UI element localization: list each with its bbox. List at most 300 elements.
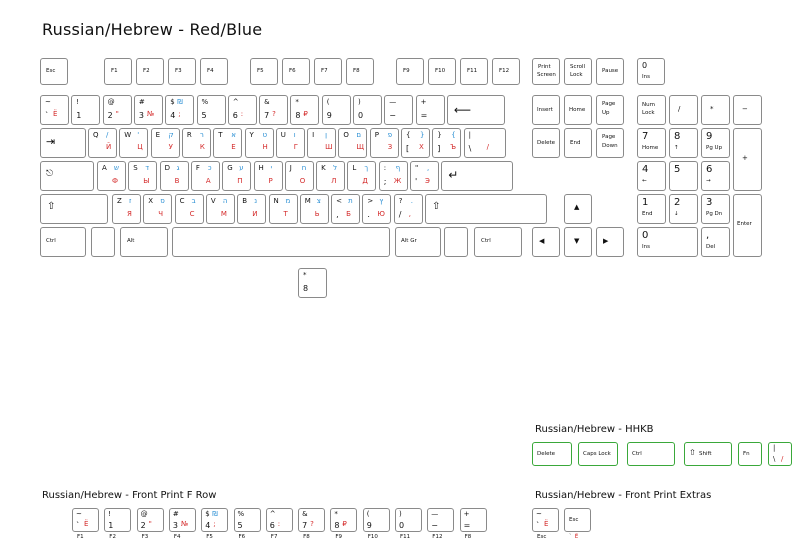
key-f9[interactable] — [396, 58, 424, 85]
key-legend: > — [367, 197, 374, 205]
key-legend: В — [174, 177, 180, 185]
key-legend: % — [201, 98, 209, 106]
key-numpad-n2[interactable] — [669, 194, 698, 224]
key-legend: D — [164, 164, 170, 172]
key-right-ctrl[interactable] — [474, 227, 522, 257]
key-z-row-5[interactable] — [269, 194, 298, 224]
key-legend: Alt — [127, 238, 135, 244]
key-legend: 8 — [674, 131, 681, 142]
key-number-1[interactable] — [71, 95, 100, 125]
key-legend: F10 — [435, 68, 446, 74]
key-legend: Т — [283, 210, 288, 218]
key-numpad-enter[interactable] — [733, 194, 762, 257]
key-legend: ב — [191, 197, 196, 205]
key-legend: ע — [239, 164, 244, 172]
key-legend: R — [186, 131, 192, 139]
key-legend: Ctrl — [481, 238, 491, 244]
key-legend: K — [321, 164, 326, 172]
key-q-row-3[interactable] — [182, 128, 211, 158]
key-legend: 0 — [399, 521, 405, 530]
key-legend: \ — [773, 455, 776, 463]
key-legend: F6 — [289, 68, 296, 74]
key-legend: / — [106, 131, 109, 139]
key-num-lock[interactable] — [637, 95, 666, 125]
key-legend: К — [199, 143, 205, 151]
key-legend: | — [773, 444, 776, 452]
key-numpad-plus[interactable] — [733, 128, 762, 191]
key-esc[interactable] — [40, 58, 68, 85]
key-legend: Page — [602, 134, 616, 140]
key-numpad-slash[interactable] — [669, 95, 698, 125]
caps-lock-icon: ⎋ — [46, 169, 54, 179]
key-legend: − — [742, 105, 748, 113]
key-legend: ) — [399, 510, 402, 518]
key-legend: F9 — [403, 68, 410, 74]
key-z-row-2[interactable] — [175, 194, 204, 224]
key-legend: 1 — [76, 111, 82, 120]
hhkb-title: Russian/Hebrew - HHKB — [535, 424, 654, 435]
key-legend: ' — [415, 177, 418, 186]
front-key-8[interactable] — [330, 508, 357, 532]
key-legend: Pg Up — [706, 145, 723, 151]
key-legend: ; — [178, 110, 181, 118]
key-left-win[interactable] — [91, 227, 115, 257]
key-legend: 9 — [366, 521, 372, 530]
front-extra-esc[interactable] — [564, 508, 591, 532]
key-legend: Screen — [537, 72, 556, 78]
front-key-2[interactable] — [137, 508, 164, 532]
key-f4[interactable] — [200, 58, 228, 85]
shift-arrow-icon: ⇧ — [689, 448, 696, 457]
key-legend: ( — [366, 510, 370, 518]
key-q-row-2[interactable] — [151, 128, 180, 158]
key-legend: Esc — [46, 68, 56, 74]
key-legend: 7 — [264, 111, 270, 120]
key-number-8[interactable] — [290, 95, 319, 125]
key-legend: Г — [293, 143, 299, 151]
key-a-row-2[interactable] — [160, 161, 189, 191]
key-numpad-0-top[interactable] — [637, 58, 665, 85]
key-insert[interactable] — [532, 95, 560, 125]
key-legend: Scroll — [570, 64, 586, 70]
front-key-7[interactable] — [298, 508, 325, 532]
key-legend: T — [218, 131, 223, 139]
arrow-up-icon: ▲ — [574, 203, 580, 211]
key-legend: Lock — [570, 72, 583, 78]
key-end[interactable] — [564, 128, 592, 158]
front-print-label: F6 — [238, 534, 246, 540]
key-legend: Q — [93, 131, 99, 139]
key-q-row-7[interactable] — [307, 128, 336, 158]
key-tab[interactable] — [40, 128, 86, 158]
key-legend: А — [205, 177, 211, 185]
key-numpad-n5[interactable] — [669, 161, 698, 191]
key-numpad-minus[interactable] — [733, 95, 762, 125]
key-f6[interactable] — [282, 58, 310, 85]
key-arrow-down[interactable] — [564, 227, 592, 257]
key-legend: ט — [262, 131, 268, 139]
key-legend: ש — [114, 164, 119, 172]
key-f11[interactable] — [460, 58, 488, 85]
key-f5[interactable] — [250, 58, 278, 85]
key-arrow-left[interactable] — [532, 227, 560, 257]
key-legend: ן — [325, 131, 328, 139]
key-legend: 2 — [674, 197, 681, 208]
key-numpad-n6[interactable] — [701, 161, 730, 191]
key-legend: ך — [364, 164, 369, 172]
front-f-row-title: Russian/Hebrew - Front Print F Row — [42, 490, 217, 501]
key-scroll-lock[interactable] — [564, 58, 592, 85]
key-legend: \ — [468, 144, 472, 153]
shift-arrow-icon: ⇧ — [47, 201, 56, 212]
key-q-row-11[interactable] — [432, 128, 461, 158]
key-a-row-8[interactable] — [347, 161, 376, 191]
key-legend: Y — [249, 131, 254, 139]
key-a-row-4[interactable] — [222, 161, 251, 191]
key-a-row-6[interactable] — [285, 161, 314, 191]
key-legend: נ — [254, 197, 257, 205]
key-legend: & — [302, 510, 308, 518]
key-a-row-10[interactable] — [410, 161, 439, 191]
key-legend: ס — [160, 197, 165, 205]
key-legend: [ — [406, 144, 410, 153]
key-a-row-9[interactable] — [379, 161, 408, 191]
key-left-alt[interactable] — [120, 227, 168, 257]
key-legend: 5 — [674, 164, 681, 175]
key-q-row-6[interactable] — [276, 128, 305, 158]
key-legend: מ — [285, 197, 291, 205]
key-legend: М — [220, 210, 227, 218]
key-legend: ^ — [232, 98, 239, 106]
key-number-6[interactable] — [228, 95, 257, 125]
key-legend: Ins — [642, 244, 650, 250]
front-print-label: F5 — [206, 534, 213, 540]
key-legend: Delete — [537, 451, 556, 457]
key-home[interactable] — [564, 95, 592, 125]
key-numpad-0[interactable] — [637, 227, 698, 257]
key-legend: G — [227, 164, 233, 172]
key-legend: ק — [168, 131, 174, 139]
key-legend: } — [437, 131, 442, 139]
key-legend: С — [189, 210, 195, 218]
key-legend: Page — [602, 101, 616, 107]
key-q-row-12[interactable] — [464, 128, 506, 158]
key-q-row-4[interactable] — [213, 128, 242, 158]
front-print-label: ` — [569, 534, 572, 540]
key-print-screen[interactable] — [532, 58, 560, 85]
front-key-10[interactable] — [395, 508, 422, 532]
key-legend: Р — [268, 177, 273, 185]
key-number-12[interactable] — [416, 95, 445, 125]
key-legend: # — [138, 98, 145, 106]
key-legend: ` — [76, 521, 80, 530]
key-numpad-n7[interactable] — [637, 128, 666, 158]
key-q-row-9[interactable] — [370, 128, 399, 158]
front-extras-title: Russian/Hebrew - Front Print Extras — [535, 490, 712, 501]
key-z-row-8[interactable] — [362, 194, 391, 224]
key-page-down[interactable] — [596, 128, 624, 158]
key-legend: End — [642, 211, 653, 217]
key-number-10[interactable] — [353, 95, 382, 125]
key-legend: H — [258, 164, 264, 172]
front-key-12[interactable] — [460, 508, 487, 532]
key-legend: Pause — [602, 68, 619, 74]
main-title: Russian/Hebrew - Red/Blue — [42, 20, 263, 39]
key-legend: ד — [145, 164, 150, 172]
key-legend: 6 — [269, 521, 275, 530]
key-legend: Ф — [112, 177, 119, 185]
key-a-row-0[interactable] — [97, 161, 126, 191]
key-legend: Enter — [737, 221, 752, 227]
key-legend: ' — [137, 131, 140, 139]
key-legend: Щ — [356, 143, 365, 151]
key-legend: { — [451, 131, 456, 139]
key-numpad-star[interactable] — [701, 95, 730, 125]
key-numpad-n8[interactable] — [669, 128, 698, 158]
key-legend: Ё — [53, 110, 58, 118]
key-z-row-4[interactable] — [237, 194, 266, 224]
key-legend: פ — [387, 131, 393, 139]
key-legend: J — [289, 164, 292, 172]
key-legend: Ы — [143, 177, 150, 185]
key-legend: 8 — [295, 111, 301, 120]
key-legend: Х — [419, 143, 424, 151]
key-legend: 1 — [642, 197, 649, 208]
key-legend: / — [781, 455, 784, 463]
key-legend: ג — [176, 164, 180, 172]
key-left-shift[interactable] — [40, 194, 108, 224]
key-number-7[interactable] — [259, 95, 288, 125]
key-legend: V — [210, 197, 216, 205]
key-number-9[interactable] — [322, 95, 351, 125]
key-legend: : — [277, 520, 281, 528]
key-legend: Ш — [325, 143, 333, 151]
key-legend: Home — [642, 145, 659, 151]
key-legend: Ё — [544, 520, 549, 528]
key-space[interactable] — [172, 227, 390, 257]
key-legend: , — [706, 230, 710, 241]
key-legend: י — [270, 164, 273, 172]
key-legend: 9 — [326, 111, 332, 120]
key-legend: Я — [127, 210, 132, 218]
key-right-win[interactable] — [444, 227, 468, 257]
hhkb-ctrl[interactable] — [627, 442, 675, 466]
key-f7[interactable] — [314, 58, 342, 85]
key-legend: ← — [642, 178, 647, 184]
key-number-4[interactable] — [165, 95, 194, 125]
hhkb-shift[interactable] — [684, 442, 732, 466]
front-key-1[interactable] — [104, 508, 131, 532]
key-legend: Alt Gr — [401, 238, 417, 244]
key-f8[interactable] — [346, 58, 374, 85]
key-numpad-dot[interactable] — [701, 227, 730, 257]
key-legend: F3 — [175, 68, 182, 74]
front-print-label: F10 — [367, 534, 378, 540]
key-legend: ה — [222, 197, 228, 205]
front-key-3[interactable] — [169, 508, 196, 532]
key-number-5[interactable] — [197, 95, 226, 125]
key-q-row-8[interactable] — [338, 128, 367, 158]
key-legend: / — [398, 210, 402, 219]
key-alt-gr[interactable] — [395, 227, 441, 257]
key-a-row-5[interactable] — [254, 161, 283, 191]
key-legend: Д — [362, 177, 368, 185]
key-legend: Ч — [158, 210, 164, 218]
key-legend: − — [431, 521, 438, 530]
key-arrow-up[interactable] — [564, 194, 592, 224]
key-z-row-7[interactable] — [331, 194, 360, 224]
key-legend: F1 — [111, 68, 118, 74]
key-legend: ↑ — [674, 145, 679, 151]
key-z-row-3[interactable] — [206, 194, 235, 224]
hhkb-caps-lock[interactable] — [578, 442, 618, 466]
key-a-row-1[interactable] — [128, 161, 157, 191]
key-legend: ₪ — [177, 98, 183, 106]
key-backspace[interactable] — [447, 95, 505, 125]
hhkb-delete[interactable] — [532, 442, 572, 466]
key-f1[interactable] — [104, 58, 132, 85]
key-q-row-0[interactable] — [88, 128, 117, 158]
key-legend: ~ — [45, 98, 51, 106]
key-legend: I — [312, 131, 315, 139]
key-legend: Del — [706, 244, 716, 250]
key-legend: ^ — [269, 510, 276, 518]
front-key-4[interactable] — [201, 508, 228, 532]
front-print-label: F4 — [173, 534, 181, 540]
key-z-row-9[interactable] — [394, 194, 423, 224]
key-number-0[interactable] — [40, 95, 69, 125]
key-legend: P — [374, 131, 379, 139]
key-z-row-1[interactable] — [143, 194, 172, 224]
front-key-0[interactable] — [72, 508, 99, 532]
key-legend: 4 — [170, 111, 176, 120]
key-legend: E — [155, 131, 161, 139]
key-legend: ? — [398, 197, 403, 205]
key-enter[interactable] — [441, 161, 513, 191]
key-page-up[interactable] — [596, 95, 624, 125]
key-legend: Б — [346, 210, 351, 218]
key-delete[interactable] — [532, 128, 560, 158]
key-left-ctrl[interactable] — [40, 227, 86, 257]
key-legend: + — [742, 154, 748, 162]
key-z-row-0[interactable] — [112, 194, 141, 224]
key-legend: $ — [170, 98, 175, 106]
key-legend: Delete — [537, 140, 556, 146]
key-number-2[interactable] — [103, 95, 132, 125]
key-legend: ! — [76, 98, 80, 106]
key-legend: 0 — [642, 230, 649, 241]
hhkb-fn[interactable] — [738, 442, 762, 466]
arrow-down-icon: ▼ — [574, 237, 580, 245]
key-numpad-n3[interactable] — [701, 194, 730, 224]
key-z-row-6[interactable] — [300, 194, 329, 224]
key-legend: . — [367, 210, 370, 219]
key-f3[interactable] — [168, 58, 196, 85]
key-f2[interactable] — [136, 58, 164, 85]
key-a-row-7[interactable] — [316, 161, 345, 191]
key-legend: 6 — [706, 164, 713, 175]
front-key-6[interactable] — [266, 508, 293, 532]
key-numpad-n9[interactable] — [701, 128, 730, 158]
key-legend: W — [124, 131, 132, 139]
front-key-5[interactable] — [234, 508, 261, 532]
key-legend: 3 — [172, 521, 178, 530]
key-legend: У — [168, 143, 173, 151]
front-print-label: F11 — [400, 534, 411, 540]
key-legend: ו — [293, 131, 296, 139]
key-number-11[interactable] — [384, 95, 413, 125]
key-legend: Insert — [537, 107, 553, 113]
key-legend: Ю — [377, 210, 385, 218]
key-legend: < — [336, 197, 342, 205]
front-print-label: F3 — [141, 534, 149, 540]
key-q-row-1[interactable] — [119, 128, 148, 158]
key-legend: 3 — [138, 111, 144, 120]
key-legend: 4 — [642, 164, 649, 175]
key-number-3[interactable] — [134, 95, 163, 125]
front-print-label: F1 — [77, 534, 84, 540]
key-numpad-n4[interactable] — [637, 161, 666, 191]
key-q-row-5[interactable] — [245, 128, 274, 158]
key-extra-8[interactable] — [298, 268, 327, 298]
key-legend: Ц — [137, 143, 143, 151]
key-arrow-right[interactable] — [596, 227, 624, 257]
key-legend: Ctrl — [632, 451, 642, 457]
key-legend: L — [352, 164, 357, 172]
key-legend: X — [148, 197, 154, 205]
key-legend: О — [299, 177, 306, 185]
key-legend: Ё — [84, 520, 89, 528]
key-legend: ז — [129, 197, 132, 205]
key-caps-lock[interactable] — [40, 161, 94, 191]
key-legend: | — [468, 131, 471, 139]
key-right-shift[interactable] — [425, 194, 547, 224]
key-legend: Е — [231, 143, 236, 151]
front-extra-tilde[interactable] — [532, 508, 559, 532]
key-legend: צ — [316, 197, 321, 205]
key-legend: — — [389, 98, 397, 106]
key-numpad-n1[interactable] — [637, 194, 666, 224]
key-pause[interactable] — [596, 58, 624, 85]
front-key-11[interactable] — [427, 508, 454, 532]
key-legend: Num — [642, 102, 655, 108]
key-f10[interactable] — [428, 58, 456, 85]
key-legend: И — [252, 210, 258, 218]
key-legend: B — [242, 197, 247, 205]
front-key-9[interactable] — [363, 508, 390, 532]
key-a-row-3[interactable] — [191, 161, 220, 191]
key-f12[interactable] — [492, 58, 520, 85]
key-legend: Lock — [642, 110, 655, 116]
key-legend: A — [102, 164, 107, 172]
key-q-row-10[interactable] — [401, 128, 430, 158]
key-legend: כ — [207, 164, 212, 172]
front-print-label: F8 — [464, 534, 472, 540]
key-legend: Z — [117, 197, 122, 205]
backspace-arrow-icon: ⟵ — [453, 103, 472, 117]
key-legend: C — [179, 197, 185, 205]
key-legend: ם — [356, 131, 362, 139]
key-legend: ת — [348, 197, 353, 205]
key-legend: : — [240, 110, 244, 118]
key-legend: П — [237, 177, 243, 185]
hhkb-backslash[interactable] — [768, 442, 792, 466]
key-legend: F4 — [207, 68, 214, 74]
key-legend: F — [195, 164, 200, 172]
key-legend: ₽ — [303, 110, 308, 118]
key-legend: End — [570, 140, 581, 146]
key-legend: ₪ — [212, 510, 218, 518]
